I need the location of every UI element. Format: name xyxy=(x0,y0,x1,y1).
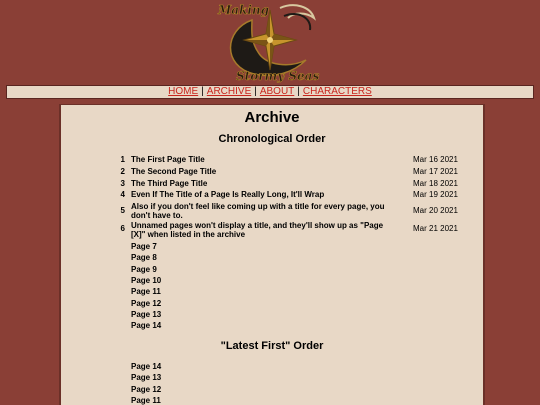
list-item[interactable] xyxy=(61,265,483,276)
page-number: 5 xyxy=(120,206,125,215)
list-item[interactable] xyxy=(61,321,483,333)
list-item[interactable] xyxy=(61,310,483,321)
latest-first-list xyxy=(61,362,483,405)
page-number: 2 xyxy=(120,167,125,176)
list-item[interactable] xyxy=(61,287,483,299)
list-item[interactable] xyxy=(61,190,483,202)
page-number: 3 xyxy=(120,179,125,188)
page-number: 1 xyxy=(120,155,125,164)
nav-separator: | xyxy=(201,86,204,97)
list-item[interactable] xyxy=(61,276,483,287)
page-link[interactable]: Page 14 xyxy=(131,321,162,330)
logo-text-bottom: Stormy Seas xyxy=(236,69,320,83)
page-link[interactable]: Page 11 xyxy=(131,287,161,296)
list-item[interactable] xyxy=(61,155,483,167)
page-link[interactable]: Page 11 xyxy=(131,396,161,405)
page-link[interactable]: Page 7 xyxy=(131,242,157,251)
page-link[interactable]: Also if you don't feel like coming up with a title for every page, you don't have to. xyxy=(131,202,385,220)
page-link[interactable]: Page 12 xyxy=(131,385,162,394)
list-item[interactable] xyxy=(61,362,483,373)
site-logo[interactable] xyxy=(214,0,326,84)
list-item[interactable] xyxy=(61,179,483,190)
nav-separator: | xyxy=(297,86,300,97)
page-link[interactable]: Page 8 xyxy=(131,253,157,262)
logo-text-top: Making xyxy=(218,3,270,17)
nav-characters-link[interactable]: CHARACTERS xyxy=(302,86,372,97)
list-item[interactable] xyxy=(61,299,483,310)
list-item[interactable] xyxy=(61,167,483,179)
nav-about-link[interactable]: ABOUT xyxy=(259,86,295,97)
latest-first-heading: "Latest First" Order xyxy=(220,340,324,352)
page-number: 4 xyxy=(120,190,125,199)
page-date: Mar 21 2021 xyxy=(413,224,458,233)
archive-panel xyxy=(59,104,485,405)
list-item[interactable] xyxy=(61,385,483,396)
nav-archive-link[interactable]: ARCHIVE xyxy=(206,86,252,97)
page-link[interactable]: Page 12 xyxy=(131,299,162,308)
chronological-heading: Chronological Order xyxy=(218,133,326,145)
page-date: Mar 20 2021 xyxy=(413,206,458,215)
page-link[interactable]: The First Page Title xyxy=(131,155,205,164)
nav-separator: | xyxy=(254,86,257,97)
page-link[interactable]: Even If The Title of a Page Is Really Long, It'll Wrap xyxy=(131,190,325,199)
page-date: Mar 17 2021 xyxy=(413,167,458,176)
page-link[interactable]: Page 10 xyxy=(131,276,162,285)
page-date: Mar 19 2021 xyxy=(413,190,458,199)
nav-home-link[interactable]: HOME xyxy=(168,86,199,97)
list-item[interactable] xyxy=(61,242,483,253)
page-link[interactable]: Unnamed pages won't display a title, and they'll show up as "Page [X]" when listed in the archive xyxy=(131,221,384,239)
list-item[interactable] xyxy=(61,253,483,265)
list-item[interactable] xyxy=(61,373,483,385)
page-title: Archive xyxy=(244,109,300,126)
list-item[interactable] xyxy=(61,202,483,221)
page-link[interactable]: Page 14 xyxy=(131,362,162,371)
page-link[interactable]: The Third Page Title xyxy=(131,179,208,188)
page-date: Mar 18 2021 xyxy=(413,179,458,188)
chronological-list xyxy=(61,155,483,333)
list-item[interactable] xyxy=(61,221,483,242)
list-item[interactable] xyxy=(61,396,483,405)
page-link[interactable]: Page 13 xyxy=(131,373,162,382)
page-number: 6 xyxy=(120,224,125,233)
page-link[interactable]: Page 13 xyxy=(131,310,162,319)
page-link[interactable]: Page 9 xyxy=(131,265,157,274)
page-date: Mar 16 2021 xyxy=(413,155,458,164)
page-link[interactable]: The Second Page Title xyxy=(131,167,217,176)
nav-bar xyxy=(6,85,534,99)
